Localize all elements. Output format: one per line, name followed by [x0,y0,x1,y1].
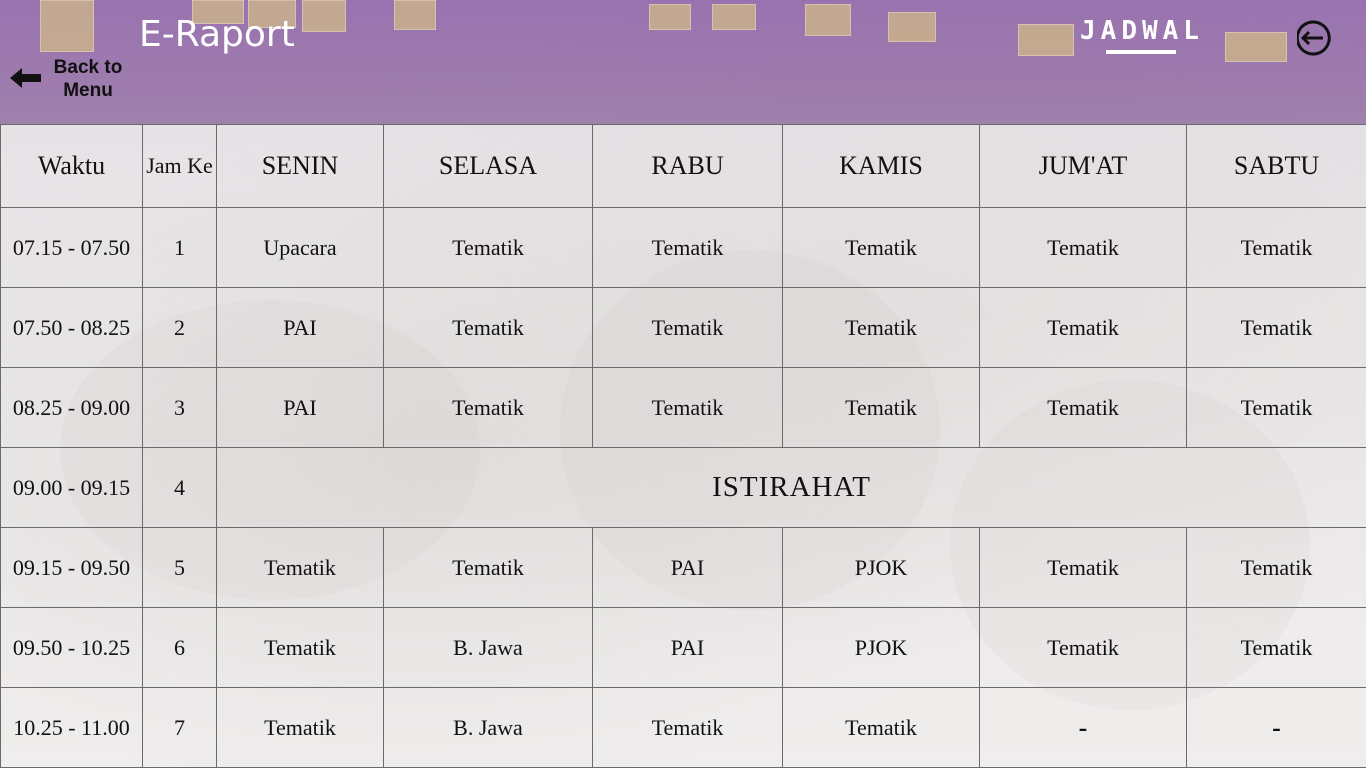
subject-cell: PAI [217,288,384,368]
wall-poster [40,0,94,52]
column-header-rabu: RABU [593,125,783,208]
subject-cell: Tematik [980,528,1187,608]
column-header-jam-ke: Jam Ke [143,125,217,208]
header-bar [0,0,1366,124]
arrow-left-icon [10,68,42,88]
wall-poster [1018,24,1074,56]
subject-cell: B. Jawa [384,608,593,688]
jam-ke-cell: 3 [143,368,217,448]
time-cell: 07.50 - 08.25 [1,288,143,368]
logout-icon[interactable] [1297,18,1337,58]
column-header-selasa: SELASA [384,125,593,208]
jam-ke-cell: 2 [143,288,217,368]
time-cell: 09.15 - 09.50 [1,528,143,608]
subject-cell: Tematik [783,688,980,768]
tab-jadwal-label: JADWAL [1080,16,1204,46]
column-header-kamis: KAMIS [783,125,980,208]
subject-cell: PJOK [783,528,980,608]
subject-cell: PAI [217,368,384,448]
wall-poster [805,4,851,36]
jam-ke-cell: 6 [143,608,217,688]
subject-cell: Tematik [384,288,593,368]
subject-cell: Tematik [593,368,783,448]
subject-cell: PAI [593,608,783,688]
subject-cell: Tematik [217,528,384,608]
wall-poster [394,0,436,30]
app-title: E-Raport [139,14,295,55]
subject-cell: Tematik [384,368,593,448]
jam-ke-cell: 7 [143,688,217,768]
jam-ke-cell: 5 [143,528,217,608]
subject-cell: Tematik [783,288,980,368]
subject-cell: Tematik [980,608,1187,688]
subject-cell: Tematik [980,208,1187,288]
subject-cell: Tematik [783,208,980,288]
time-cell: 07.15 - 07.50 [1,208,143,288]
subject-cell: Tematik [783,368,980,448]
subject-cell: Tematik [1187,528,1366,608]
column-header-waktu: Waktu [1,125,143,208]
subject-cell: Tematik [593,208,783,288]
subject-cell-empty: - [1187,688,1366,768]
time-cell: 10.25 - 11.00 [1,688,143,768]
time-cell: 08.25 - 09.00 [1,368,143,448]
subject-cell: PAI [593,528,783,608]
jam-ke-cell: 1 [143,208,217,288]
subject-cell: Tematik [980,288,1187,368]
subject-cell: Tematik [980,368,1187,448]
time-cell: 09.50 - 10.25 [1,608,143,688]
subject-cell-empty: - [980,688,1187,768]
subject-cell: Upacara [217,208,384,288]
column-header-sabtu: SABTU [1187,125,1366,208]
subject-cell: PJOK [783,608,980,688]
subject-cell: Tematik [593,688,783,768]
subject-cell: Tematik [1187,208,1366,288]
back-to-menu-button[interactable] [10,56,130,102]
subject-cell: Tematik [1187,288,1366,368]
table-row [1,528,1366,608]
wall-poster [302,0,346,32]
wall-poster [649,4,691,30]
active-tab-underline [1106,50,1176,54]
tab-jadwal[interactable] [1078,16,1206,58]
table-header-row [1,125,1366,208]
table-row [1,208,1366,288]
subject-cell: Tematik [217,688,384,768]
subject-cell: Tematik [1187,368,1366,448]
wall-poster [712,4,756,30]
time-cell: 09.00 - 09.15 [1,448,143,528]
column-header-jumat: JUM'AT [980,125,1187,208]
subject-cell: Tematik [1187,608,1366,688]
table-row [1,608,1366,688]
table-row [1,688,1366,768]
table-row [1,368,1366,448]
subject-cell: Tematik [384,528,593,608]
subject-cell: Tematik [593,288,783,368]
table-row-break [1,448,1366,528]
break-cell: ISTIRAHAT [217,448,1366,528]
wall-poster [888,12,936,42]
subject-cell: Tematik [217,608,384,688]
column-header-senin: SENIN [217,125,384,208]
jam-ke-cell: 4 [143,448,217,528]
wall-poster [1225,32,1287,62]
table-row [1,288,1366,368]
subject-cell: Tematik [384,208,593,288]
subject-cell: B. Jawa [384,688,593,768]
back-to-menu-label: Back to Menu [53,57,123,101]
schedule-table [0,124,1366,768]
